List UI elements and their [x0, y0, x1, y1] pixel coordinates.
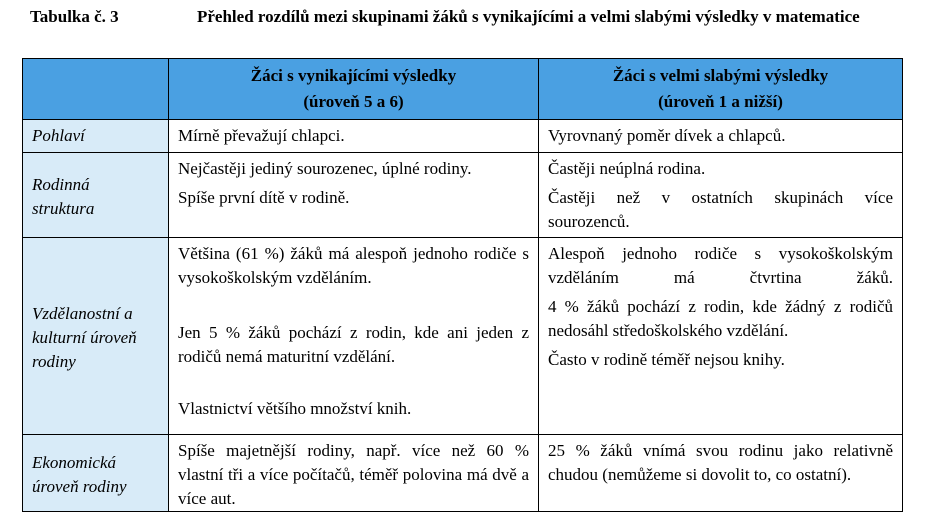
header-weak-title: Žáci s velmi slabými výsledky [612, 66, 829, 85]
header-weak-students [539, 59, 903, 120]
cell-text: Většina (61 %) žáků má alespoň jednoho rodiče s vysokoškolským vzděláním. [178, 244, 529, 287]
weak-cell [539, 120, 903, 153]
cell-text: Jen 5 % žáků pochází z rodin, kde ani jeden z rodičů nemá maturitní vzdělání. [178, 323, 529, 366]
row-label-cell [23, 435, 169, 512]
table-row [23, 153, 903, 238]
table-title: Přehled rozdílů mezi skupinami žáků s vynikajícími a velmi slabými výsledky v matematice [197, 7, 860, 26]
excellent-cell [169, 238, 539, 435]
table-row [23, 120, 903, 153]
cell-text: Vyrovnaný poměr dívek a chlapců. [548, 126, 786, 145]
weak-cell [539, 238, 903, 435]
table-row [23, 435, 903, 512]
cell-text: 4 % žáků pochází z rodin, kde žádný z rodičů nedosáhl středoškolského vzdělání. [548, 297, 893, 340]
row-label: Ekonomická úroveň rodiny [32, 453, 127, 496]
cell-text: Častěji než v ostatních skupinách více sourozenců. [548, 188, 893, 231]
table-row [23, 238, 903, 435]
cell-text: Mírně převažují chlapci. [178, 126, 345, 145]
cell-text: Častěji neúplná rodina. [548, 159, 706, 178]
cell-text: Vlastnictví většího množství knih. [178, 399, 412, 418]
cell-text: Nejčastěji jediný sourozenec, úplné rodiny. [178, 159, 472, 178]
weak-cell [539, 435, 903, 512]
comparison-table [22, 58, 903, 512]
cell-text: Často v rodině téměř nejsou knihy. [548, 350, 785, 369]
row-label-cell [23, 153, 169, 238]
table-number: Tabulka č. 3 [30, 7, 119, 26]
header-excellent-levels: (úroveň 5 a 6) [303, 92, 404, 111]
header-weak-levels: (úroveň 1 a nižší) [658, 92, 783, 111]
row-label: Vzdělanostní a kulturní úroveň rodiny [32, 304, 137, 371]
cell-text: Alespoň jednoho rodiče s vysokoškolským vzděláním má čtvrtina žáků. [548, 244, 893, 287]
row-label: Rodinná struktura [32, 175, 95, 218]
header-excellent-title: Žáci s vynikajícími výsledky [250, 66, 457, 85]
header-corner-cell [23, 59, 169, 120]
cell-text: Spíše majetnější rodiny, např. více než 60 % vlastní tři a více počítačů, téměř polovina má dvě a více aut. [178, 441, 529, 508]
table-header-row [23, 59, 903, 120]
cell-text: 25 % žáků vnímá svou rodinu jako relativně chudou (nemůžeme si dovolit to, co ostatní). [548, 441, 893, 484]
header-excellent-students [169, 59, 539, 120]
excellent-cell [169, 120, 539, 153]
excellent-cell [169, 435, 539, 512]
row-label-cell [23, 120, 169, 153]
excellent-cell [169, 153, 539, 238]
cell-text: Spíše první dítě v rodině. [178, 188, 350, 207]
row-label-cell [23, 238, 169, 435]
row-label: Pohlaví [32, 126, 85, 145]
weak-cell [539, 153, 903, 238]
